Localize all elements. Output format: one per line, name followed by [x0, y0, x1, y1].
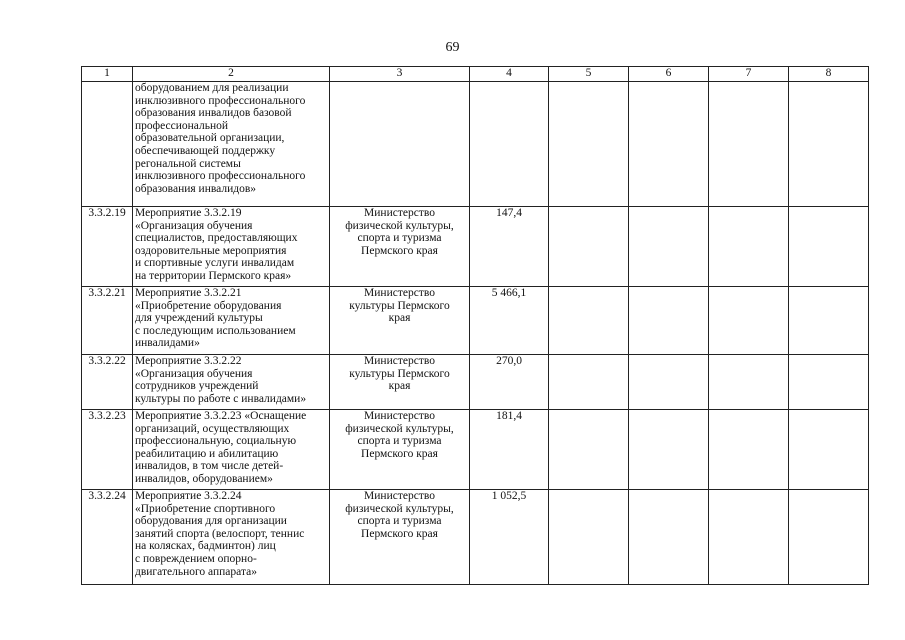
empty-cell [629, 355, 709, 410]
amount-cell: 270,0 [470, 355, 549, 410]
column-header: 5 [549, 67, 629, 82]
description-line: оборудования для организации [135, 515, 287, 528]
empty-cell [789, 207, 869, 287]
row-number-cell: 3.3.2.23 [82, 410, 133, 490]
description-cell [133, 287, 330, 355]
executor-line: физической культуры, [345, 219, 454, 232]
empty-cell [549, 207, 629, 287]
description-line: образовательной организации, [135, 132, 285, 145]
description-line: инклюзивного профессионального [135, 94, 306, 107]
description-line: Мероприятие 3.3.2.19 [135, 207, 242, 219]
empty-cell [629, 207, 709, 287]
description-line: с последующим использованием [135, 324, 296, 337]
column-header: 4 [470, 67, 549, 82]
executor-cell [330, 490, 470, 585]
description-cell [133, 355, 330, 410]
description-line: инклюзивного профессионального [135, 170, 306, 183]
description-line: Мероприятие 3.3.2.23 «Оснащение [135, 410, 307, 422]
table-row [82, 207, 869, 287]
empty-cell [629, 287, 709, 355]
table-row [82, 490, 869, 585]
description-line: для учреждений культуры [135, 312, 263, 325]
executor-line: Пермского края [361, 447, 438, 460]
amount-cell: 1 052,5 [470, 490, 549, 585]
description-line: «Организация обучения [135, 367, 253, 380]
empty-cell [549, 287, 629, 355]
column-header: 2 [133, 67, 330, 82]
empty-cell [789, 287, 869, 355]
executor-line: спорта и туризма [357, 515, 442, 528]
description-line: «Приобретение спортивного [135, 502, 276, 515]
row-number-cell: 3.3.2.22 [82, 355, 133, 410]
executor-line: Министерство [364, 410, 435, 422]
empty-cell [549, 82, 629, 207]
empty-cell [549, 490, 629, 585]
row-number-cell [82, 82, 133, 207]
description-line: образования инвалидов базовой [135, 107, 292, 120]
description-line: сотрудников учреждений [135, 380, 259, 393]
executor-line: спорта и туризма [357, 435, 442, 448]
empty-cell [789, 355, 869, 410]
empty-cell [709, 490, 789, 585]
amount-cell: 181,4 [470, 410, 549, 490]
description-cell [133, 207, 330, 287]
description-line: реабилитацию и абилитацию [135, 447, 279, 460]
executor-line: физической культуры, [345, 502, 454, 515]
executor-line: Министерство [364, 490, 435, 502]
executor-line: культуры Пермского [349, 367, 450, 380]
description-line: инвалидов, оборудованием» [135, 472, 273, 485]
column-header: 7 [709, 67, 789, 82]
empty-cell [789, 82, 869, 207]
executor-cell [330, 82, 470, 207]
description-line: оздоровительные мероприятия [135, 244, 287, 257]
column-header: 1 [82, 67, 133, 82]
empty-cell [549, 410, 629, 490]
empty-cell [629, 490, 709, 585]
executor-cell [330, 207, 470, 287]
description-cell [133, 82, 330, 207]
executor-line: физической культуры, [345, 422, 454, 435]
executor-cell [330, 410, 470, 490]
executor-line: Министерство [364, 287, 435, 299]
executor-line: края [388, 380, 411, 393]
description-line: занятий спорта (велоспорт, теннис [135, 527, 305, 540]
row-number-cell: 3.3.2.24 [82, 490, 133, 585]
description-line: Мероприятие 3.3.2.22 [135, 355, 242, 367]
page-number: 69 [445, 40, 460, 55]
description-line: «Организация обучения [135, 219, 253, 232]
column-header: 3 [330, 67, 470, 82]
description-line: инвалидами» [135, 337, 200, 350]
executor-cell [330, 355, 470, 410]
empty-cell [629, 410, 709, 490]
description-line: специалистов, предоставляющих [135, 232, 298, 245]
description-line: на территории Пермского края» [135, 269, 292, 282]
description-line: с повреждением опорно- [135, 552, 257, 565]
empty-cell [629, 82, 709, 207]
description-line: на колясках, бадминтон) лиц [135, 540, 276, 553]
executor-line: края [388, 312, 411, 325]
description-cell [133, 410, 330, 490]
amount-cell: 5 466,1 [470, 287, 549, 355]
table-row [82, 287, 869, 355]
empty-cell [709, 287, 789, 355]
empty-cell [709, 207, 789, 287]
empty-cell [709, 82, 789, 207]
amount-cell [470, 82, 549, 207]
executor-line: Министерство [364, 207, 435, 219]
description-line: обеспечивающей поддержку [135, 144, 276, 157]
description-line: организаций, осуществляющих [135, 422, 290, 435]
executor-line: Пермского края [361, 244, 438, 257]
empty-cell [709, 355, 789, 410]
description-cell [133, 490, 330, 585]
description-line: Мероприятие 3.3.2.24 [135, 490, 242, 502]
row-number-cell: 3.3.2.21 [82, 287, 133, 355]
description-line: профессиональную, социальную [135, 435, 297, 448]
description-line: Мероприятие 3.3.2.21 [135, 287, 242, 299]
table-row [82, 355, 869, 410]
executor-line: спорта и туризма [357, 232, 442, 245]
column-header: 6 [629, 67, 709, 82]
description-line: культуры по работе с инвалидами» [135, 392, 307, 405]
description-line: «Приобретение оборудования [135, 299, 282, 312]
table-row [82, 410, 869, 490]
column-header: 8 [789, 67, 869, 82]
executor-cell [330, 287, 470, 355]
row-number-cell: 3.3.2.19 [82, 207, 133, 287]
executor-line: Пермского края [361, 527, 438, 540]
description-line: профессиональной [135, 119, 229, 132]
program-table [81, 66, 869, 585]
amount-cell: 147,4 [470, 207, 549, 287]
empty-cell [789, 410, 869, 490]
description-line: и спортивные услуги инвалидам [135, 257, 295, 270]
description-line: двигательного аппарата» [135, 565, 257, 578]
table-row [82, 82, 869, 207]
executor-line: Министерство [364, 355, 435, 367]
executor-line: культуры Пермского [349, 299, 450, 312]
header-row [82, 67, 869, 82]
description-line: образования инвалидов» [135, 182, 257, 195]
empty-cell [549, 355, 629, 410]
empty-cell [709, 410, 789, 490]
empty-cell [789, 490, 869, 585]
description-line: инвалидов, в том числе детей- [135, 460, 284, 473]
description-line: оборудованием для реализации [135, 82, 289, 94]
description-line: регональной системы [135, 157, 241, 170]
